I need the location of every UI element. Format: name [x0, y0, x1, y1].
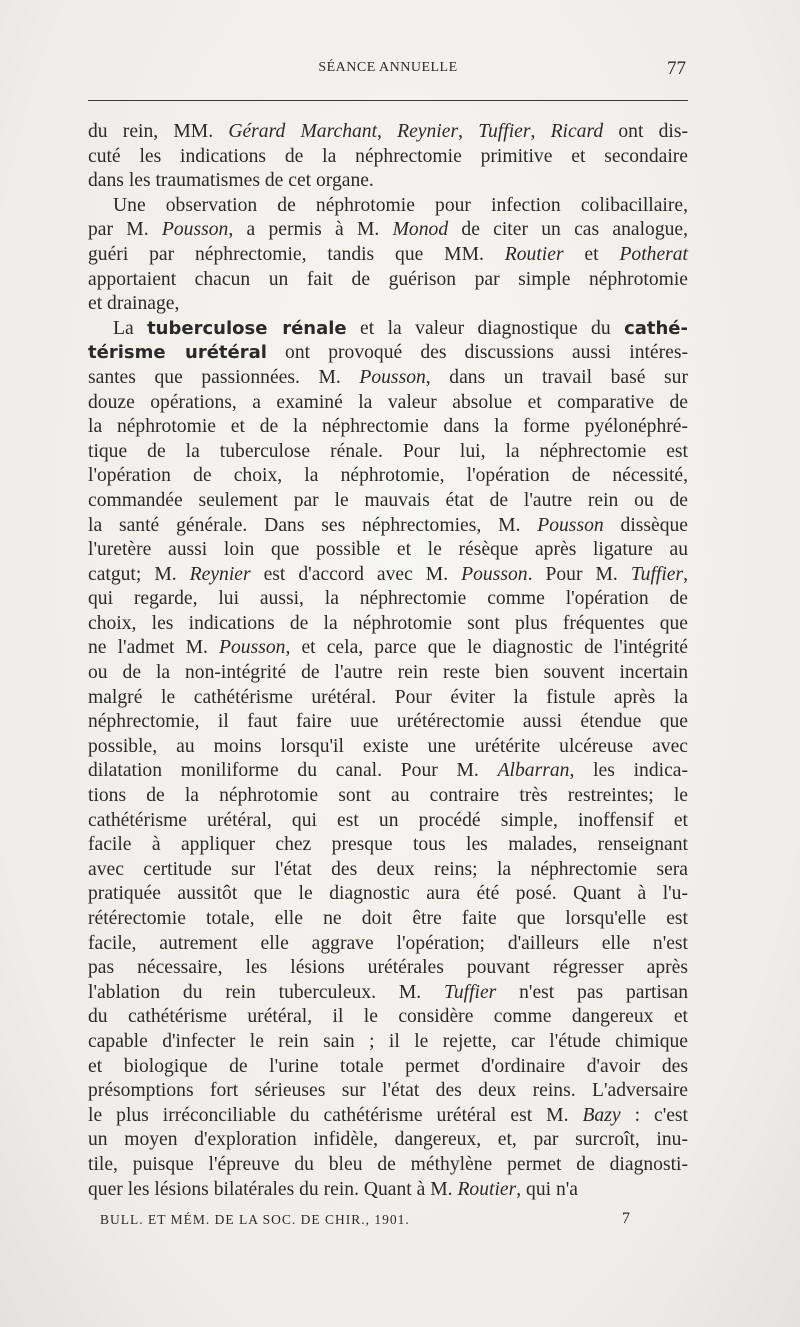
- text-run: tile, puisque l'épreuve du bleu de méthylène permet de diagnosti-: [88, 1153, 688, 1175]
- text-run: La: [113, 317, 148, 339]
- footer: [100, 1212, 630, 1232]
- text-run: l'opération de choix, la néphrotomie, l'opération de nécessité,: [88, 465, 688, 487]
- text-run: cuté les indications de la néphrectomie primitive et secondaire: [88, 145, 688, 167]
- text-run: rétérectomie totale, elle ne doit être faite que lorsqu'elle est: [88, 908, 688, 929]
- text-run: l'ablation du rein tuberculeux. M.: [88, 981, 445, 1003]
- text-run: ,: [458, 121, 479, 142]
- text-run: ,: [377, 121, 398, 142]
- text-line: [88, 833, 688, 858]
- text-run: avec certitude sur l'état des deux reins; la néphrectomie sera: [88, 858, 688, 880]
- text-line: [88, 956, 688, 981]
- text-run: ont dis-: [603, 121, 689, 142]
- bold-term: tuberculose rénale: [147, 317, 347, 339]
- text-run: n'est pas partisan: [496, 981, 689, 1003]
- text-line: [88, 341, 688, 366]
- text-line: [88, 514, 688, 539]
- italic-name: Tuffier: [444, 981, 497, 1003]
- italic-name: Pousson: [537, 514, 604, 536]
- text-run: et: [563, 243, 620, 265]
- header-rule: [88, 100, 688, 101]
- paragraph: [88, 317, 688, 1202]
- text-run: dilatation moniliforme du canal. Pour M.: [88, 760, 498, 782]
- text-run: facile, autrement elle aggrave l'opération; d'ailleurs elle n'est: [88, 932, 688, 954]
- text-run: ,: [683, 563, 688, 585]
- text-line: [88, 366, 688, 391]
- text-line: [88, 415, 688, 440]
- text-run: pas nécessaire, les lésions urétérales pouvant régresser après: [88, 957, 688, 979]
- text-line: [88, 1128, 688, 1153]
- text-line: [88, 194, 688, 219]
- text-line: [88, 784, 688, 809]
- bold-term: térisme urétéral: [88, 342, 267, 364]
- text-run: du cathétérisme urétéral, il le considère comme dangereux et: [88, 1006, 688, 1028]
- text-run: facile à appliquer chez presque tous les malades, renseignant: [88, 834, 688, 856]
- text-line: [88, 981, 688, 1006]
- text-line: [88, 1005, 688, 1030]
- italic-name: Routier: [457, 1178, 517, 1200]
- text-run: ne l'admet M.: [88, 637, 220, 659]
- italic-name: Ricard: [550, 121, 604, 142]
- text-line: [88, 120, 688, 145]
- text-run: quer les lésions bilatérales du rein. Quant à M.: [88, 1178, 458, 1200]
- text-run: capable d'infecter le rein sain ; il le rejette, car l'étude chimique: [88, 1030, 688, 1052]
- footer-journal: BULL. ET MÉM. DE LA SOC. DE CHIR., 1901.: [100, 1212, 410, 1227]
- text-line: [88, 907, 688, 932]
- text-line: [88, 1153, 688, 1178]
- text-run: et biologique de l'urine totale permet d'ordinaire d'avoir des: [88, 1055, 688, 1077]
- text-line: [88, 243, 688, 268]
- text-run: tique de la tuberculose rénale. Pour lui, la néphrectomie est: [88, 440, 688, 462]
- italic-name: Routier: [504, 243, 564, 265]
- text-run: , et cela, parce que le diagnostic de l'intégrité: [285, 637, 689, 659]
- text-run: possible, au moins lorsqu'il existe une urétérite ulcéreuse avec: [88, 735, 688, 757]
- italic-name: Tuffier: [478, 121, 531, 142]
- paragraph: [88, 194, 688, 317]
- italic-name: Potherat: [619, 243, 689, 265]
- text-run: du rein, MM.: [88, 121, 229, 142]
- page-number: 77: [667, 58, 686, 79]
- text-run: . Pour M.: [527, 563, 631, 585]
- text-line: [88, 587, 688, 612]
- text-run: , les indica-: [569, 760, 688, 782]
- text-line: [88, 169, 688, 194]
- text-line: [88, 440, 688, 465]
- text-run: douze opérations, a examiné la valeur absolue et comparative de: [88, 391, 688, 413]
- text-run: la néphrotomie et de la néphrectomie dans la forme pyélonéphré-: [88, 416, 688, 438]
- text-run: , a permis à M.: [228, 219, 393, 241]
- text-run: ont provoqué des discussions aussi intéres-: [266, 342, 688, 364]
- text-run: Une observation de néphrotomie pour infection colibacillaire,: [113, 194, 688, 216]
- text-run: commandée seulement par le mauvais état de l'autre rein ou de: [88, 489, 688, 511]
- text-run: cathétérisme urétéral, qui est un procédé simple, inoffensif et: [88, 809, 688, 831]
- text-run: dissèque: [603, 514, 688, 536]
- signature-mark: 7: [622, 1210, 630, 1227]
- text-run: qui regarde, lui aussi, la néphrectomie comme l'opération de: [88, 588, 688, 610]
- italic-name: Tuffier: [630, 563, 684, 585]
- text-line: [88, 218, 688, 243]
- text-line: [88, 686, 688, 711]
- italic-name: Reynier: [189, 563, 251, 585]
- italic-name: Reynier: [397, 121, 459, 142]
- text-line: [88, 317, 688, 342]
- text-line: [88, 1055, 688, 1080]
- text-run: un moyen d'exploration infidèle, dangereux, et, par surcroît, inu-: [88, 1129, 688, 1151]
- text-run: néphrectomie, il faut faire uue urétérectomie aussi étendue que: [88, 711, 688, 733]
- running-head: [88, 60, 688, 84]
- text-run: de citer un cas analogue,: [448, 219, 689, 241]
- text-line: [88, 858, 688, 883]
- text-run: le plus irréconciliable du cathétérisme urétéral est M.: [88, 1104, 583, 1126]
- text-run: : c'est: [620, 1104, 689, 1126]
- text-run: dans les traumatismes de cet organe.: [88, 170, 374, 192]
- text-line: [88, 1030, 688, 1055]
- text-line: [88, 759, 688, 784]
- text-line: [88, 464, 688, 489]
- body-text: [88, 120, 688, 1202]
- text-line: [88, 292, 688, 317]
- text-line: [88, 268, 688, 293]
- text-line: [88, 1079, 688, 1104]
- text-run: , dans un travail basé sur: [425, 366, 688, 388]
- text-run: et drainage,: [88, 293, 180, 315]
- text-run: malgré le cathétérisme urétéral. Pour éviter la fistule après la: [88, 686, 688, 708]
- text-run: guéri par néphrectomie, tandis que MM.: [88, 243, 505, 265]
- text-run: par M.: [88, 219, 162, 241]
- italic-name: Pousson: [461, 563, 528, 585]
- italic-name: Pousson: [359, 366, 426, 388]
- text-line: [88, 1104, 688, 1129]
- italic-name: Gérard Marchant: [228, 121, 378, 142]
- text-line: [88, 489, 688, 514]
- text-run: pratiquée aussitôt que le diagnostic aura été posé. Quant à l'u-: [88, 883, 688, 905]
- italic-name: Pousson: [219, 637, 286, 659]
- italic-name: Bazy: [582, 1104, 621, 1126]
- text-run: santes que passionnées. M.: [88, 366, 360, 388]
- text-line: [88, 661, 688, 686]
- text-line: [88, 563, 688, 588]
- text-line: [88, 391, 688, 416]
- text-line: [88, 1178, 688, 1203]
- bold-term: cathé-: [624, 317, 688, 339]
- text-run: la santé générale. Dans ses néphrectomies, M.: [88, 514, 538, 536]
- paragraph: [88, 120, 688, 194]
- text-line: [88, 636, 688, 661]
- text-run: est d'accord avec M.: [250, 563, 462, 585]
- running-title: SÉANCE ANNUELLE: [318, 60, 458, 75]
- text-line: [88, 932, 688, 957]
- text-run: et la valeur diagnostique du: [346, 317, 625, 339]
- text-run: présomptions fort sérieuses sur l'état des deux reins. L'adversaire: [88, 1080, 688, 1102]
- text-line: [88, 809, 688, 834]
- italic-name: Monod: [392, 219, 449, 241]
- text-run: apportaient chacun un fait de guérison par simple néphrotomie: [88, 268, 688, 290]
- text-line: [88, 710, 688, 735]
- text-line: [88, 882, 688, 907]
- text-run: l'uretère aussi loin que possible et le résèque après ligature au: [88, 539, 688, 561]
- text-run: ,: [530, 121, 551, 142]
- text-run: , qui n'a: [516, 1178, 579, 1200]
- text-run: choix, les indications de la néphrotomie sont plus fréquentes que: [88, 612, 688, 634]
- text-line: [88, 735, 688, 760]
- text-line: [88, 538, 688, 563]
- text-run: catgut; M.: [88, 563, 190, 585]
- text-line: [88, 145, 688, 170]
- text-run: tions de la néphrotomie sont au contraire très restreintes; le: [88, 785, 688, 807]
- text-run: ou de la non-intégrité de l'autre rein reste bien souvent incertain: [88, 662, 688, 684]
- italic-name: Pousson: [161, 219, 229, 241]
- text-line: [88, 612, 688, 637]
- italic-name: Albarran: [497, 760, 570, 782]
